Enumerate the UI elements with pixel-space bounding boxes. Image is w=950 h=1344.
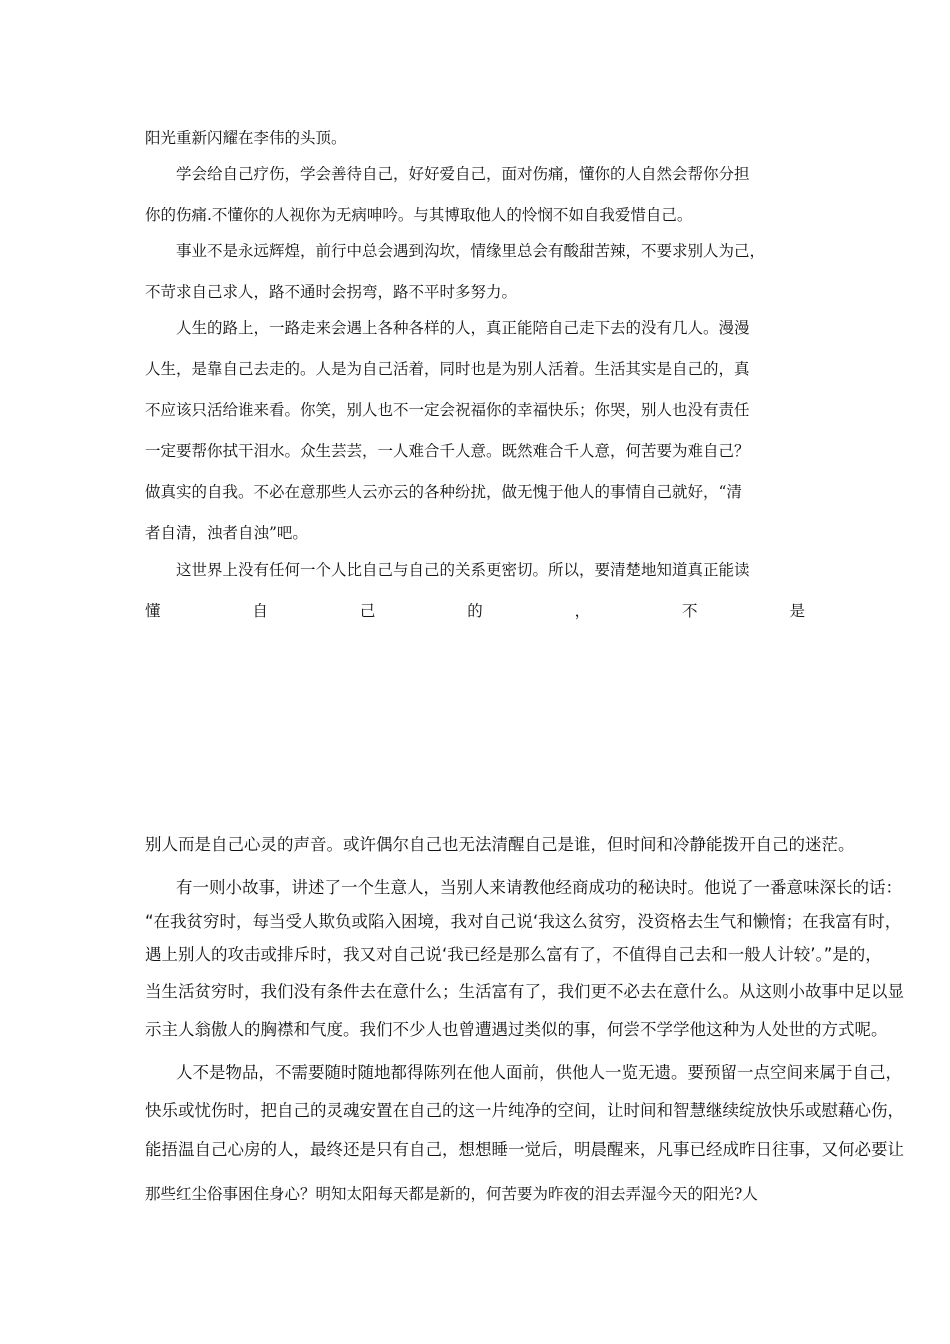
paragraph-line: 遇上别人的攻击或排斥时，我又对自己说‘我已经是那么富有了，不值得自己去和一般人计较’。”是的，	[145, 945, 882, 964]
justified-char: 懂	[145, 602, 161, 620]
paragraph-line: 不苛求自己求人，路不通时会拐弯，路不平时多努力。	[145, 283, 518, 301]
paragraph-line: 人不是物品，不需要随时随地都得陈列在他人面前，供他人一览无遗。要预留一点空间来属于自己，	[176, 1063, 902, 1082]
justified-char: 己	[359, 602, 376, 620]
paragraph-line: 者自清，浊者自浊”吧。	[145, 524, 308, 542]
paragraph-line: 阳光重新闪耀在李伟的头顶。	[145, 129, 347, 147]
justified-char: 自	[252, 602, 268, 620]
paragraph-line: 能捂温自己心房的人，最终还是只有自己，想想睡一觉后，明晨醒来，凡事已经成昨日往事，又何必要让	[145, 1140, 904, 1159]
paragraph-line: 快乐或忧伤时，把自己的灵魂安置在自己的这一片纯净的空间，让时间和智慧继续绽放快乐或慰藉心伤，	[145, 1101, 904, 1120]
paragraph-line: 那些红尘俗事困住身心？明知太阳每天都是新的，何苦要为昨夜的泪去弄湿今天的阳光?人	[145, 1185, 758, 1203]
paragraph-line: “在我贫穷时，每当受人欺负或陷入困境，我对自己说‘我这么贫穷，没资格去生气和懒惰；在我富有时，	[145, 912, 902, 931]
justified-char: 的	[467, 602, 483, 620]
paragraph-line: 人生的路上，一路走来会遇上各种各样的人，真正能陪自己走下去的没有几人。漫漫	[176, 319, 750, 337]
paragraph-line: 示主人翁傲人的胸襟和气度。我们不少人也曾遭遇过类似的事，何尝不学学他这种为人处世的方式呢。	[145, 1020, 888, 1039]
paragraph-line: 当生活贫穷时，我们没有条件去在意什么；生活富有了，我们更不必去在意什么。从这则小故事中足以显	[145, 982, 904, 1001]
paragraph-line: 学会给自己疗伤，学会善待自己，好好爱自己，面对伤痛，懂你的人自然会帮你分担	[176, 165, 750, 183]
paragraph-line: 不应该只活给谁来看。你笑，别人也不一定会祝福你的幸福快乐；你哭，别人也没有责任	[145, 401, 750, 419]
paragraph-line: 一定要帮你拭干泪水。众生芸芸，一人难合千人意。既然难合千人意，何苦要为难自己？	[145, 442, 750, 460]
paragraph-line: 做真实的自我。不必在意那些人云亦云的各种纷扰，做无愧于他人的事情自己就好，“清	[145, 483, 742, 501]
paragraph-line: 你的伤痛.不懂你的人视你为无病呻吟。与其博取他人的怜悯不如自我爱惜自己。	[145, 206, 693, 224]
paragraph-line: 有一则小故事，讲述了一个生意人，当别人来请教他经商成功的秘诀时。他说了一番意味深长的话：	[176, 878, 902, 897]
justified-char: ，	[574, 602, 591, 620]
justified-char: 是	[789, 602, 805, 620]
paragraph-line: 人生，是靠自己去走的。人是为自己活着，同时也是为别人活着。生活其实是自己的，真	[145, 360, 750, 378]
paragraph-line: 这世界上没有任何一个人比自己与自己的关系更密切。所以，要清楚地知道真正能读	[176, 561, 750, 579]
justified-char: 不	[682, 602, 698, 620]
paragraph-line: 别人而是自己心灵的声音。或许偶尔自己也无法清醒自己是谁，但时间和冷静能拨开自己的迷茫。	[145, 835, 855, 854]
paragraph-line: 事业不是永远辉煌，前行中总会遇到沟坎，情缘里总会有酸甜苦辣，不要求别人为己，	[176, 242, 766, 260]
justified-line	[145, 601, 805, 621]
